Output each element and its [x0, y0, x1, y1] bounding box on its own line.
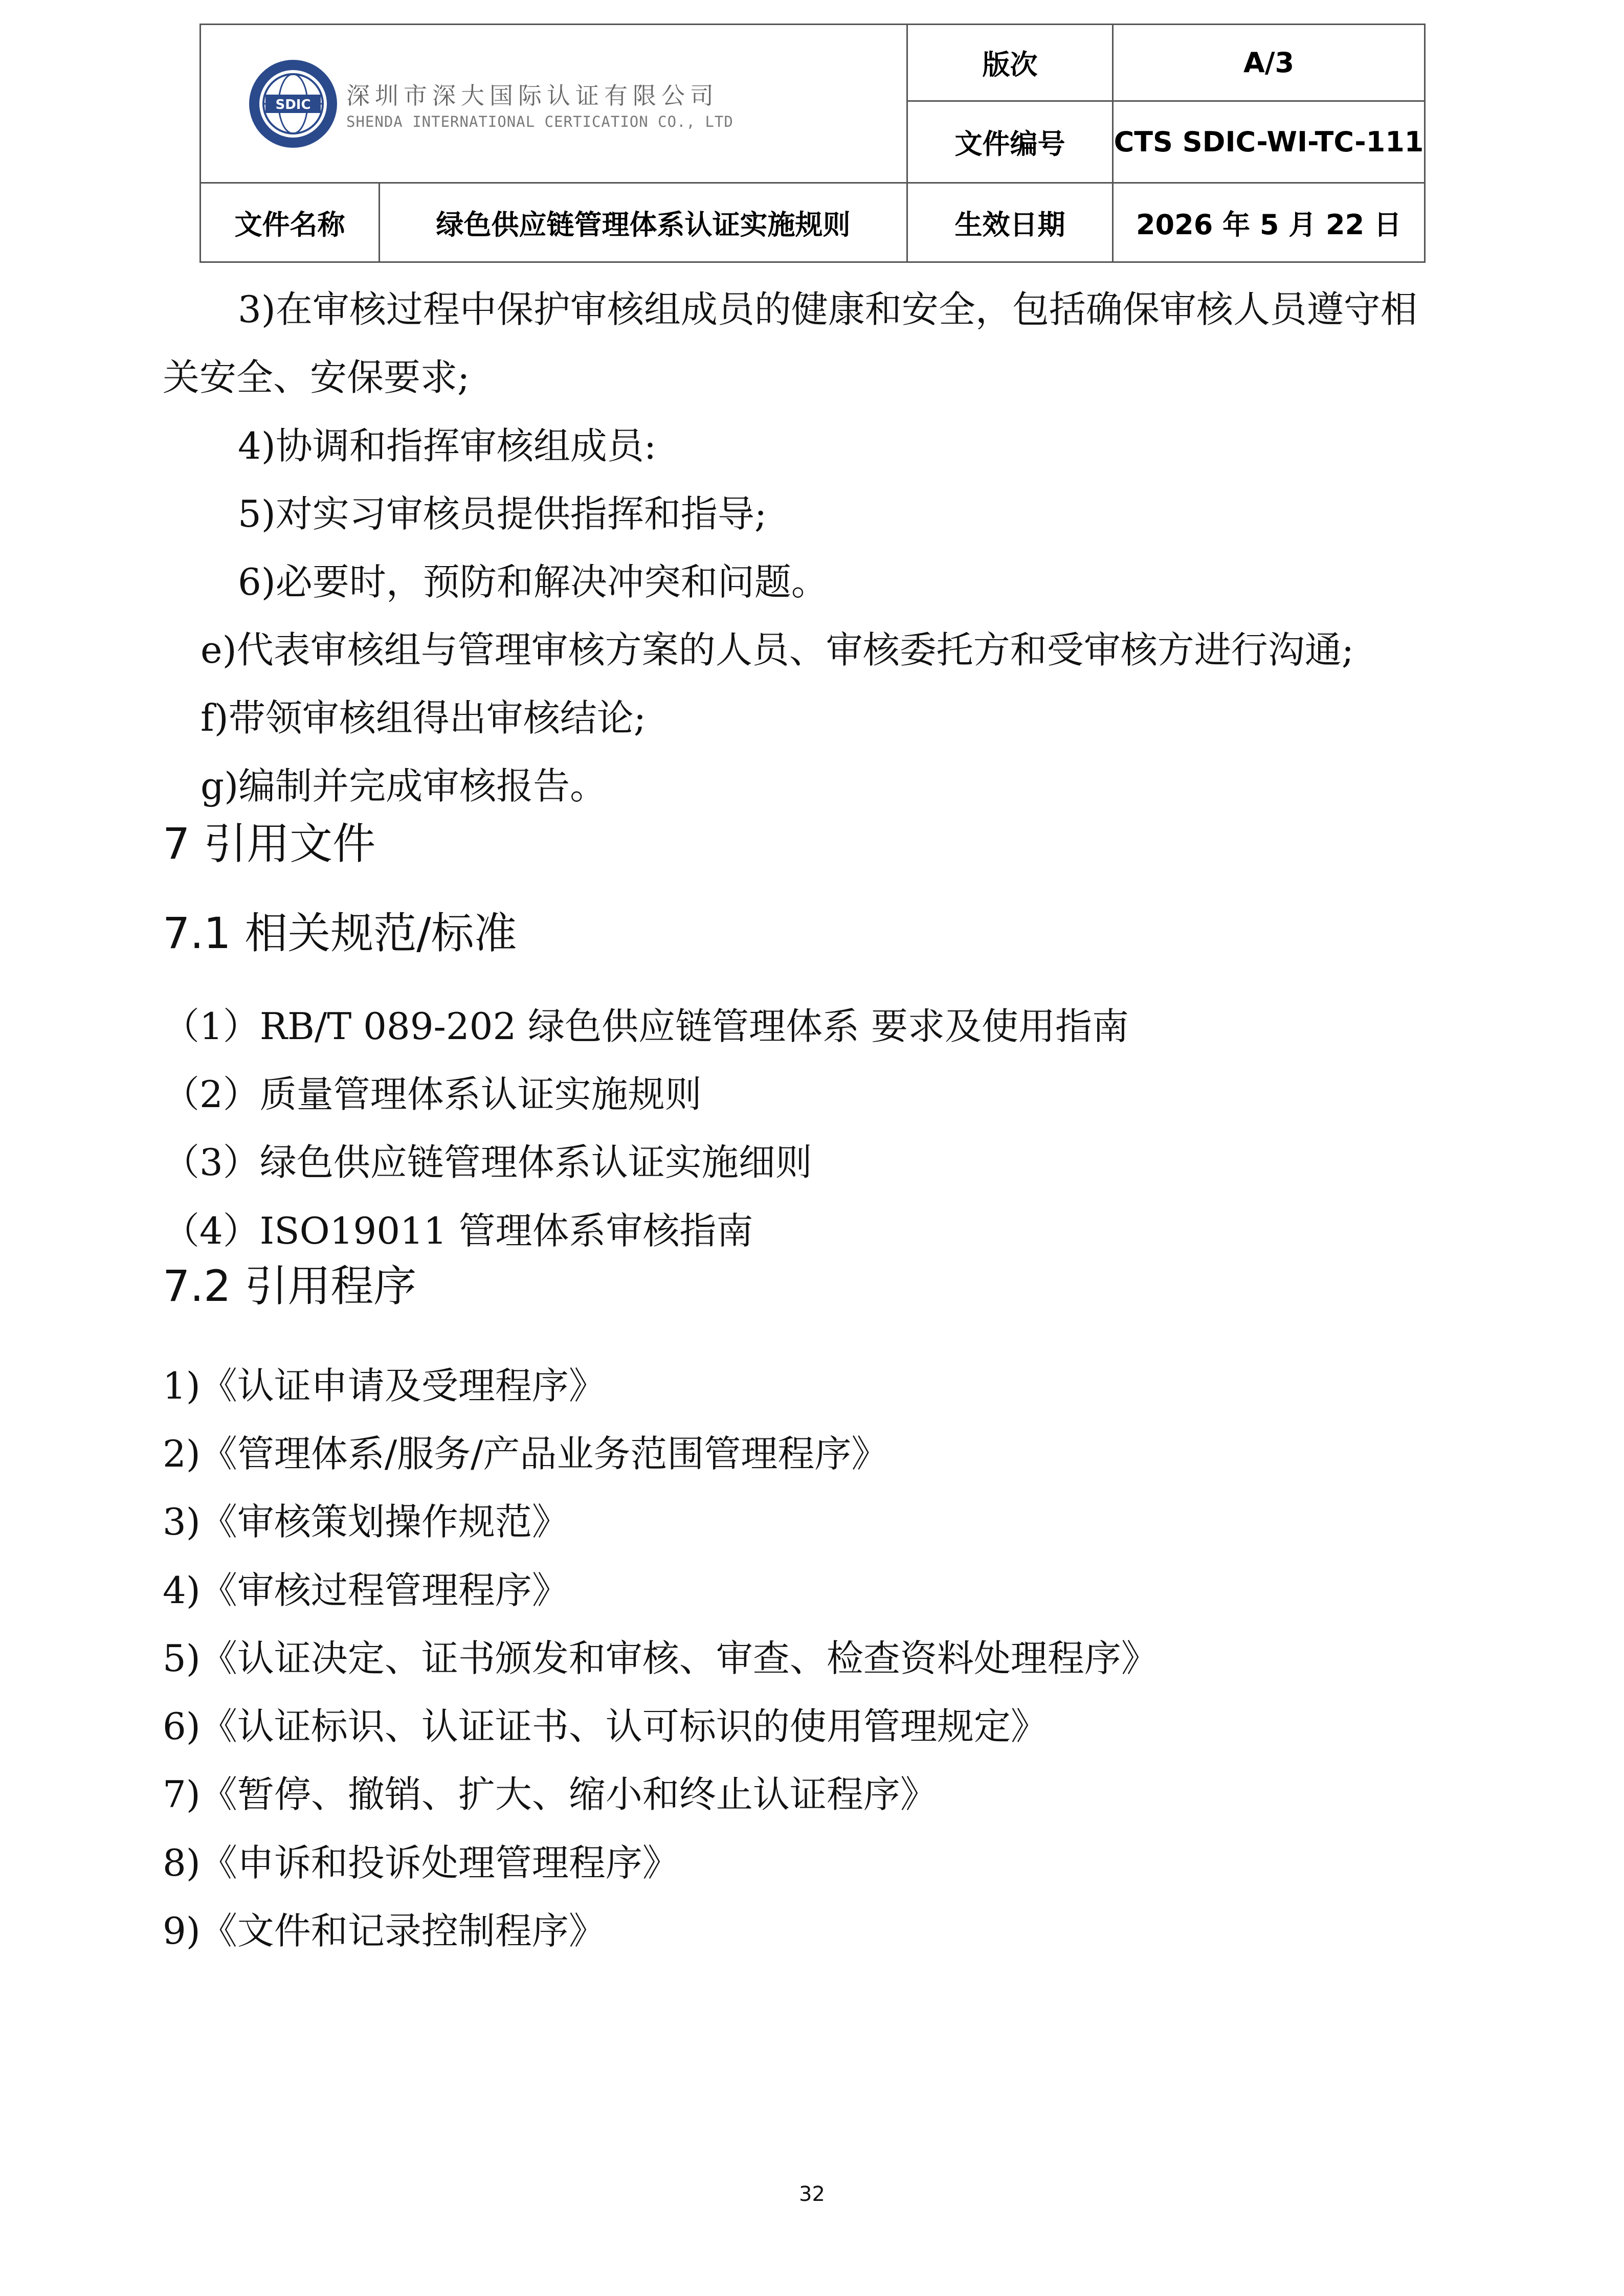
list-item: 6)必要时，预防和解决冲突和问题。 — [238, 560, 828, 603]
subsection-heading: 7.1 相关规范/标准 — [163, 908, 517, 958]
effective-date-value: 2026 年 5 月 22 日 — [1113, 183, 1425, 262]
list-item: e)代表审核组与管理审核方案的人员、审核委托方和受审核方进行沟通; — [201, 628, 1354, 671]
list-item: 6)《认证标识、认证证书、认可标识的使用管理规定》 — [163, 1705, 1048, 1748]
list-item: 1)《认证申请及受理程序》 — [163, 1364, 606, 1407]
doc-no-value: CTS SDIC-WI-TC-111 — [1113, 101, 1425, 183]
list-item: 3)《审核策划操作规范》 — [163, 1500, 569, 1543]
list-item: f)带领审核组得出审核结论; — [201, 696, 646, 739]
list-item: （3）绿色供应链管理体系认证实施细则 — [163, 1141, 812, 1184]
doc-no-label: 文件编号 — [907, 101, 1113, 183]
doc-name-label: 文件名称 — [201, 183, 380, 262]
list-item-continuation: 关安全、安保要求; — [163, 356, 470, 399]
list-item: 8)《申诉和投诉处理管理程序》 — [163, 1841, 679, 1884]
doc-name-value: 绿色供应链管理体系认证实施规则 — [380, 183, 907, 262]
effective-date-label: 生效日期 — [907, 183, 1113, 262]
list-item: 4)协调和指挥审核组成员: — [238, 424, 657, 467]
logo-text: SDIC — [275, 97, 311, 112]
list-item: （4）ISO19011 管理体系审核指南 — [163, 1209, 753, 1252]
list-item: 9)《文件和记录控制程序》 — [163, 1909, 606, 1952]
list-item: 5)对实习审核员提供指挥和指导; — [238, 492, 767, 535]
version-label: 版次 — [907, 25, 1113, 101]
list-item: g)编制并完成审核报告。 — [201, 764, 607, 807]
list-item: 3)在审核过程中保护审核组成员的健康和安全，包括确保审核人员遵守相 — [238, 288, 1417, 331]
subsection-heading: 7.2 引用程序 — [163, 1261, 417, 1311]
list-item: （1）RB/T 089-202 绿色供应链管理体系 要求及使用指南 — [163, 1005, 1129, 1048]
list-item: 2)《管理体系/服务/产品业务范围管理程序》 — [163, 1432, 888, 1475]
section-heading: 7 引用文件 — [163, 819, 376, 869]
company-name-en: SHENDA INTERNATIONAL CERTICATION CO., LTD — [346, 112, 733, 130]
list-item: （2）质量管理体系认证实施规则 — [163, 1073, 702, 1116]
list-item: 7)《暂停、撤销、扩大、缩小和终止认证程序》 — [163, 1773, 937, 1816]
version-value: A/3 — [1113, 25, 1425, 101]
list-item: 4)《审核过程管理程序》 — [163, 1569, 569, 1612]
list-item: 5)《认证决定、证书颁发和审核、审查、检查资料处理程序》 — [163, 1637, 1158, 1680]
company-name-cn: 深圳市深大国际认证有限公司 — [346, 81, 719, 109]
page-number: 32 — [799, 2182, 825, 2206]
